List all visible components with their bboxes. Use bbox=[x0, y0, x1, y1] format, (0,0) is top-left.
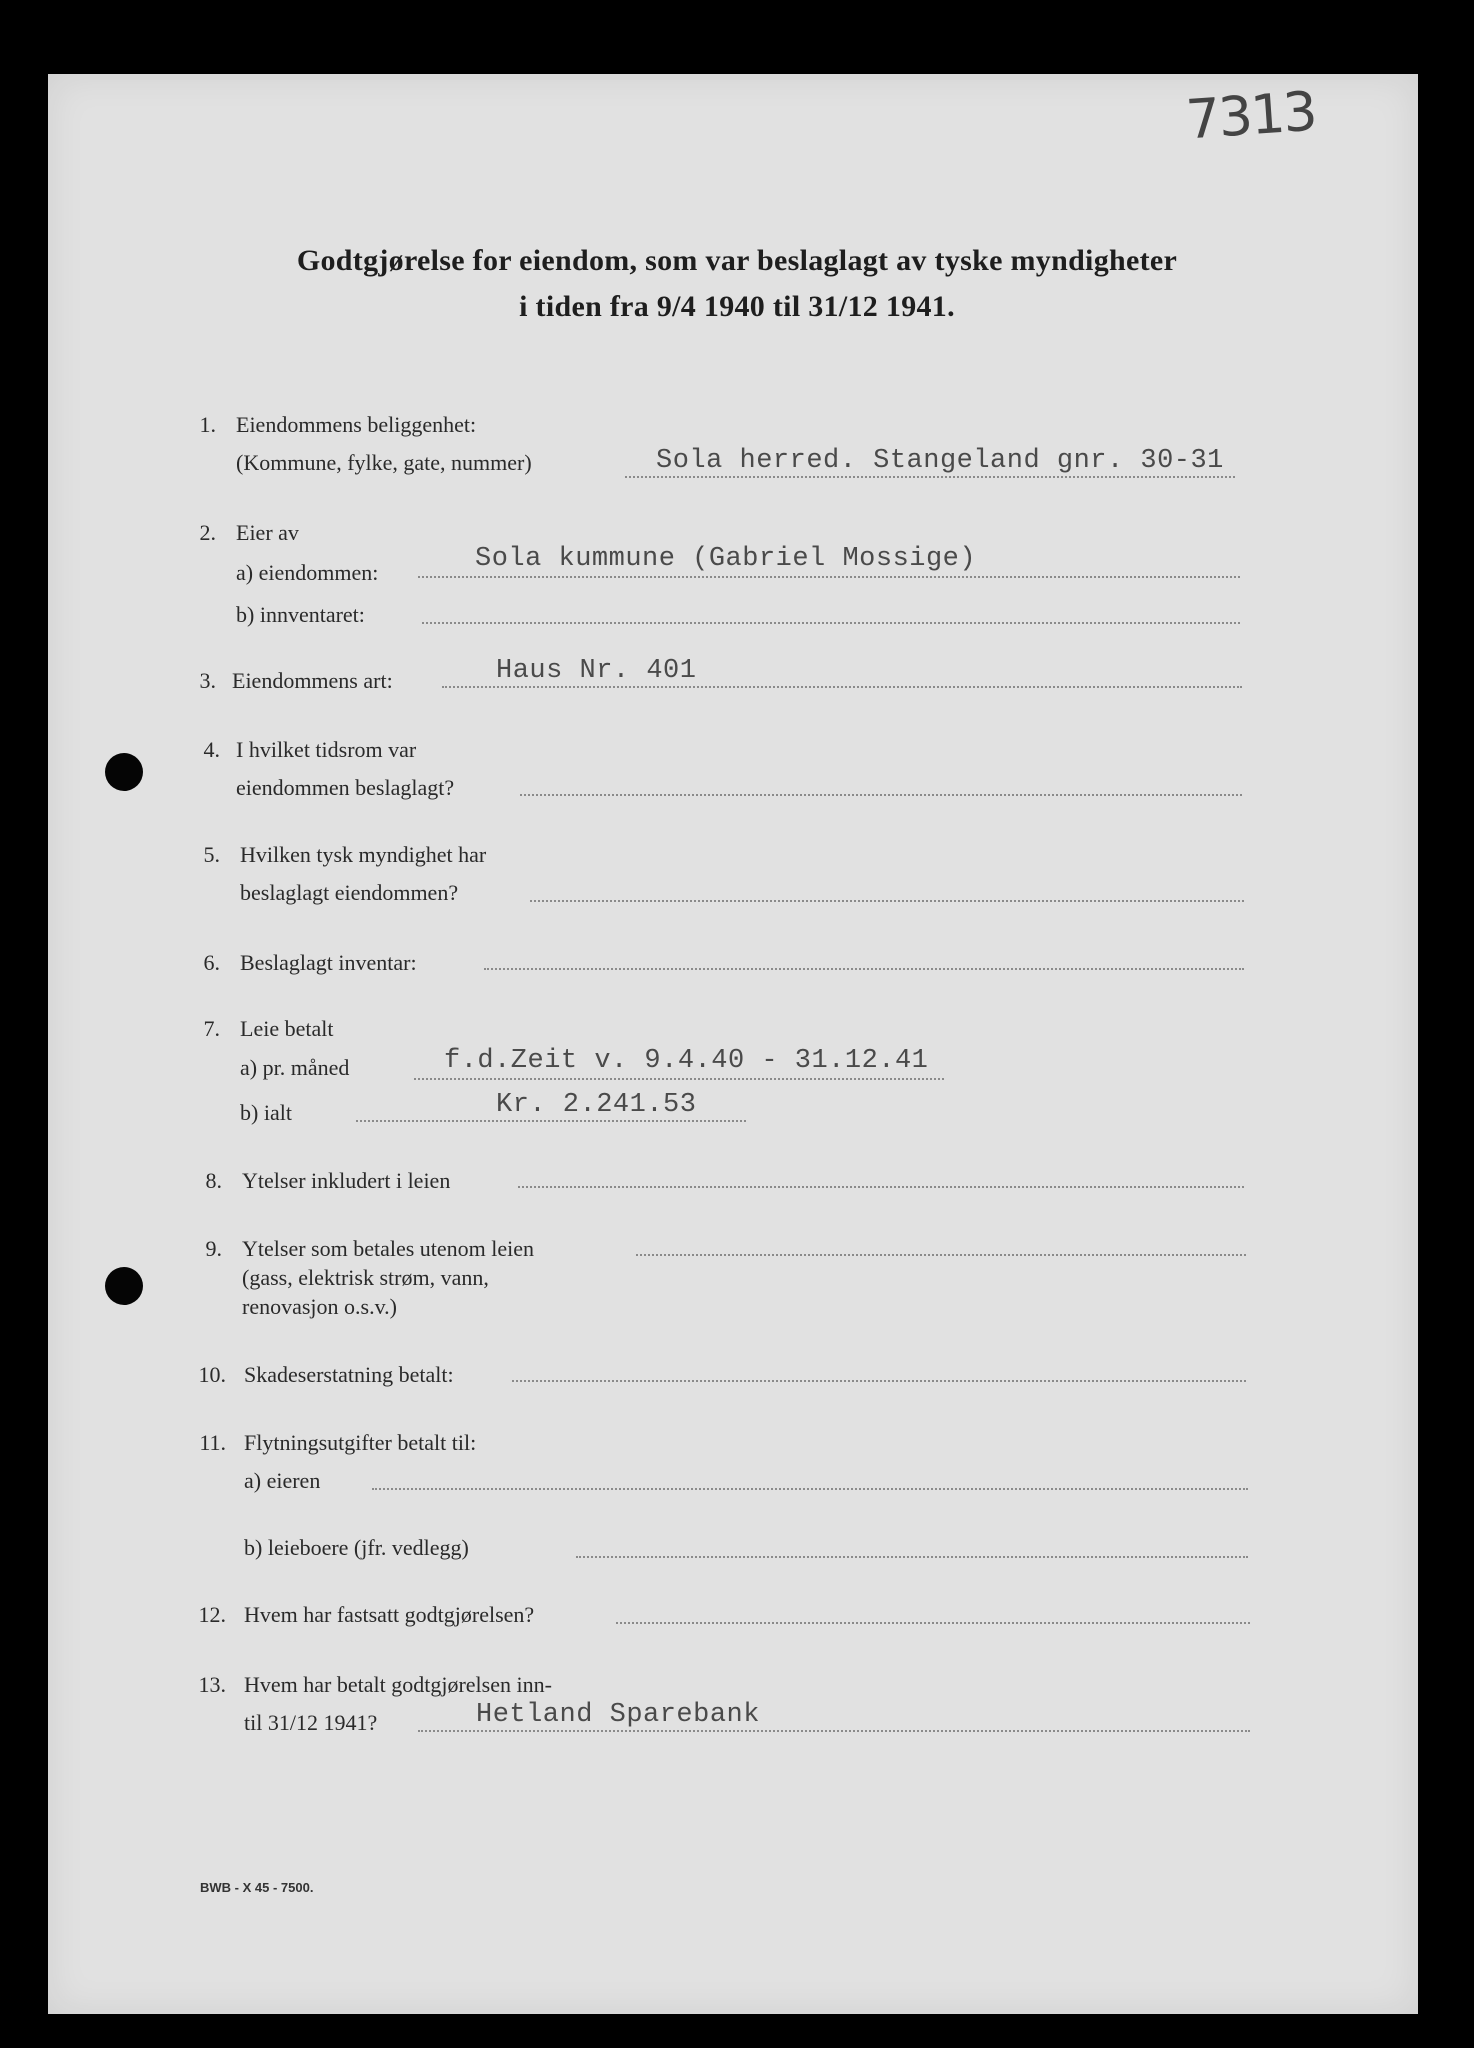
q7b-label: b) ialt bbox=[240, 1100, 292, 1125]
handwritten-page-number: 7313 bbox=[1183, 79, 1318, 152]
q1-answer-line bbox=[625, 476, 1235, 478]
q9-answer-line[interactable] bbox=[636, 1254, 1246, 1256]
q2a-label: a) eiendommen: bbox=[236, 560, 379, 585]
q10-label: Skadeserstatning betalt: bbox=[244, 1362, 454, 1387]
q13-sublabel: til 31/12 1941? bbox=[244, 1710, 378, 1735]
q4-sublabel: eiendommen beslaglagt? bbox=[236, 775, 455, 800]
q9-sublabel-2: renovasjon o.s.v.) bbox=[242, 1294, 397, 1319]
q1-sublabel: (Kommune, fylke, gate, nummer) bbox=[236, 450, 532, 475]
q13-label: Hvem har betalt godtgjørelsen inn- bbox=[244, 1672, 552, 1697]
q12-answer-line[interactable] bbox=[616, 1622, 1250, 1624]
q1-answer[interactable]: Sola herred. Stangeland gnr. 30-31 bbox=[656, 446, 1224, 476]
q11b-answer-line[interactable] bbox=[576, 1556, 1248, 1558]
q13-number: 13. bbox=[198, 1672, 226, 1697]
q2a-answer[interactable]: Sola kummune (Gabriel Mossige) bbox=[475, 544, 977, 574]
q5-sublabel: beslaglagt eiendommen? bbox=[240, 880, 459, 905]
q4-label: I hvilket tidsrom var bbox=[236, 737, 417, 762]
q2-label: Eier av bbox=[236, 520, 299, 545]
q12-number: 12. bbox=[198, 1602, 226, 1627]
q7a-answer-line bbox=[414, 1078, 944, 1080]
punch-hole-bottom bbox=[105, 1267, 143, 1305]
q11-number: 11. bbox=[199, 1430, 226, 1455]
q10-answer-line[interactable] bbox=[512, 1380, 1246, 1382]
q13-answer[interactable]: Hetland Sparebank bbox=[476, 1700, 760, 1730]
q13-answer-line bbox=[418, 1730, 1250, 1732]
q3-label: Eiendommens art: bbox=[232, 668, 393, 693]
q7b-answer-line bbox=[356, 1120, 746, 1122]
punch-hole-top bbox=[105, 753, 143, 791]
q7b-answer[interactable]: Kr. 2.241.53 bbox=[496, 1090, 697, 1120]
q8-number: 8. bbox=[205, 1168, 222, 1193]
q11a-answer-line[interactable] bbox=[372, 1488, 1248, 1490]
q11-label: Flytningsutgifter betalt til: bbox=[244, 1430, 477, 1455]
q11a-label: a) eieren bbox=[244, 1468, 321, 1493]
q7a-label: a) pr. måned bbox=[240, 1055, 350, 1080]
q7-label: Leie betalt bbox=[240, 1016, 334, 1041]
q3-answer-line bbox=[442, 686, 1242, 688]
form-title-line-1: Godtgjørelse for eiendom, som var beslaglagt av tyske myndigheter bbox=[296, 244, 1178, 277]
q9-number: 9. bbox=[205, 1236, 222, 1261]
q2a-answer-line bbox=[418, 576, 1240, 578]
q7a-answer[interactable]: f.d.Zeit v. 9.4.40 - 31.12.41 bbox=[444, 1046, 929, 1076]
q1-label: Eiendommens beliggenhet: bbox=[236, 412, 477, 437]
form-print-code: BWB - X 45 - 7500. bbox=[200, 1880, 314, 1895]
q7-number: 7. bbox=[203, 1016, 220, 1041]
form-title-line-2: i tiden fra 9/4 1940 til 31/12 1941. bbox=[519, 290, 955, 323]
q5-label: Hvilken tysk myndighet har bbox=[240, 842, 487, 867]
q12-label: Hvem har fastsatt godtgjørelsen? bbox=[244, 1602, 535, 1627]
q2-number: 2. bbox=[199, 520, 216, 545]
q1-number: 1. bbox=[199, 412, 216, 437]
q4-answer-line[interactable] bbox=[520, 794, 1242, 796]
q4-number: 4. bbox=[203, 737, 220, 762]
q10-number: 10. bbox=[198, 1362, 226, 1387]
q3-answer[interactable]: Haus Nr. 401 bbox=[496, 656, 697, 686]
q6-answer-line[interactable] bbox=[484, 968, 1244, 970]
q9-label: Ytelser som betales utenom leien bbox=[242, 1236, 535, 1261]
q8-answer-line[interactable] bbox=[518, 1186, 1244, 1188]
q2b-answer-line[interactable] bbox=[422, 622, 1240, 624]
q6-number: 6. bbox=[203, 950, 220, 975]
q6-label: Beslaglagt inventar: bbox=[240, 950, 417, 975]
q9-sublabel-1: (gass, elektrisk strøm, vann, bbox=[242, 1265, 489, 1290]
q2b-label: b) innventaret: bbox=[236, 602, 365, 627]
q5-number: 5. bbox=[203, 842, 220, 867]
q8-label: Ytelser inkludert i leien bbox=[242, 1168, 451, 1193]
q5-answer-line[interactable] bbox=[530, 900, 1244, 902]
q3-number: 3. bbox=[199, 668, 216, 693]
q11b-label: b) leieboere (jfr. vedlegg) bbox=[244, 1535, 469, 1560]
